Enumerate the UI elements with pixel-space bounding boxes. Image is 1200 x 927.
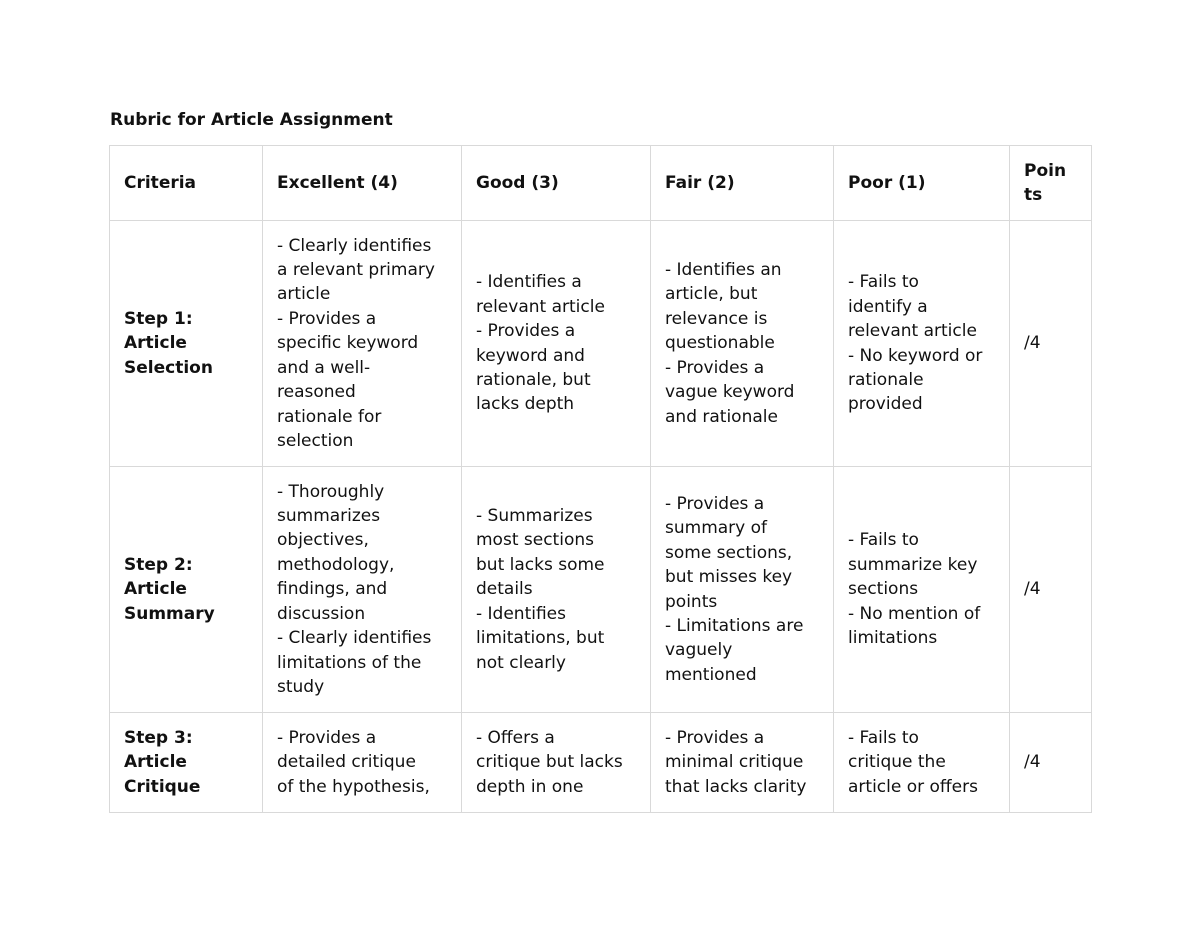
header-good: Good (3) (462, 146, 651, 221)
poor-cell: - Fails to critique the article or offers (834, 713, 1010, 813)
header-poor: Poor (1) (834, 146, 1010, 221)
excellent-cell: - Thoroughly summarizes objectives, methodology, findings, and discussion - Clearly identifies limitations of the study (263, 467, 462, 713)
fair-cell: - Provides a minimal critique that lacks clarity (651, 713, 834, 813)
header-criteria: Criteria (110, 146, 263, 221)
fair-cell: - Identifies an article, but relevance is questionable - Provides a vague keyword and rationale (651, 221, 834, 467)
points-cell: /4 (1010, 221, 1092, 467)
fair-cell: - Provides a summary of some sections, but misses key points - Limitations are vaguely mentioned (651, 467, 834, 713)
criteria-cell: Step 3: Article Critique (110, 713, 263, 813)
good-cell: - Offers a critique but lacks depth in one (462, 713, 651, 813)
header-fair: Fair (2) (651, 146, 834, 221)
points-cell: /4 (1010, 713, 1092, 813)
table-row (110, 221, 1092, 467)
header-points: Poin ts (1010, 146, 1092, 221)
excellent-cell: - Provides a detailed critique of the hypothesis, (263, 713, 462, 813)
table-row (110, 713, 1092, 813)
points-cell: /4 (1010, 467, 1092, 713)
criteria-cell: Step 2: Article Summary (110, 467, 263, 713)
excellent-cell: - Clearly identifies a relevant primary article - Provides a specific keyword and a well- reasoned rationale for selection (263, 221, 462, 467)
good-cell: - Summarizes most sections but lacks some details - Identifies limitations, but not clearly (462, 467, 651, 713)
header-excellent: Excellent (4) (263, 146, 462, 221)
good-cell: - Identifies a relevant article - Provides a keyword and rationale, but lacks depth (462, 221, 651, 467)
rubric-table (109, 145, 1092, 813)
poor-cell: - Fails to summarize key sections - No mention of limitations (834, 467, 1010, 713)
poor-cell: - Fails to identify a relevant article - No keyword or rationale provided (834, 221, 1010, 467)
criteria-cell: Step 1: Article Selection (110, 221, 263, 467)
table-header-row (110, 146, 1092, 221)
table-row (110, 467, 1092, 713)
document-title: Rubric for Article Assignment (110, 110, 393, 130)
